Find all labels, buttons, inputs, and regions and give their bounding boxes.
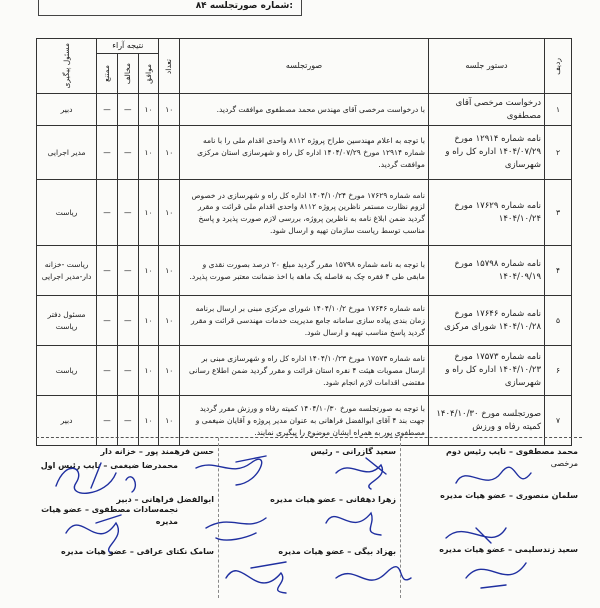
- signer-name: سعید زندسلیمی: [514, 545, 578, 554]
- handwritten-signatures: [36, 438, 582, 598]
- signature-block: سلمان منصوری – عضو هیات مدیره: [440, 491, 578, 500]
- col-count: تعداد: [159, 39, 180, 94]
- abstain-cell: —: [97, 346, 118, 396]
- responsible-cell: ریاست: [37, 346, 97, 396]
- responsible-cell: ریاست -خزانه دار-مدیر اجرایی: [37, 246, 97, 296]
- minutes-cell: با درخواست مرخصی آقای مهندس محمد مصطفوی موافقت گردید.: [180, 94, 429, 126]
- signer-name: سامک نکتای عراقی: [136, 547, 214, 556]
- minutes-cell: با توجه به نامه شماره ۱۵۷۹۸ مقرر گردید مبلغ ۲۰ درصد بصورت نقدی و مابقی طی ۴ فقره چک به فاصله یک ماهه با اخذ ضمانت معتبر صورت پذیرد.: [180, 246, 429, 296]
- count-cell: ۱۰: [159, 396, 180, 446]
- abstain-cell: —: [97, 246, 118, 296]
- signer-role: عضو هیات مدیره: [60, 547, 128, 556]
- signature-block: ابوالفضل فراهانی – دبیر: [116, 495, 214, 504]
- signer-name: حسن فرهمند پور: [145, 447, 214, 456]
- signature-block: سامک نکتای عراقی – عضو هیات مدیره: [60, 547, 214, 556]
- signer-role: عضو هیات مدیره: [278, 547, 345, 556]
- abstain-cell: —: [97, 396, 118, 446]
- signature-scribble: [456, 467, 531, 483]
- signature-block: زهرا دهقانی – عضو هیات مدیره: [270, 495, 396, 504]
- table-row: [37, 180, 572, 246]
- oppose-cell: —: [117, 296, 138, 346]
- agree-cell: ۱۰: [138, 180, 159, 246]
- signature-scribble: [56, 463, 135, 493]
- signature-block: محمدرضا ضیغمی – نایب رئیس اول: [40, 461, 178, 470]
- signer-role: عضو هیات مدیره: [41, 505, 178, 526]
- minutes-cell: نامه شماره ۱۷۵۷۳ مورخ ۱۴۰۴/۱۰/۲۳ اداره کل راه و شهرسازی مبنی بر ارسال مصوبات هیئت ۴ نفره استان قرائت و مقرر گردید ضمن اطلاع رسانی مقتضی اقدامات لازم انجام شود.: [180, 346, 429, 396]
- signer-name: زهرا دهقانی: [345, 495, 396, 504]
- table-row: [37, 346, 572, 396]
- col-oppose: مخالف: [117, 54, 138, 94]
- count-cell: ۱۰: [159, 180, 180, 246]
- oppose-cell: —: [117, 396, 138, 446]
- count-cell: ۱۰: [159, 94, 180, 126]
- col-minutes: صورتجلسه: [180, 39, 429, 94]
- agree-cell: ۱۰: [138, 296, 159, 346]
- oppose-cell: —: [117, 126, 138, 180]
- agenda-cell: نامه شماره ۱۷۵۷۳ مورخ ۱۴۰۴/۱۰/۲۳ اداره کل راه و شهرسازی: [428, 346, 544, 396]
- responsible-cell: ریاست: [37, 180, 97, 246]
- signer-role: نایب رئیس دوم: [446, 447, 507, 456]
- signer-role: عضو هیات مدیره: [270, 495, 337, 504]
- abstain-cell: —: [97, 180, 118, 246]
- signer-name: محمدرضا ضیغمی: [110, 461, 178, 470]
- signer-note: مرخصی: [550, 459, 578, 468]
- agenda-cell: درخواست مرخصی آقای مصطفوی: [428, 94, 544, 126]
- signature-scribble: [336, 567, 411, 580]
- signature-scribble: [206, 518, 266, 540]
- signature-block: محمد مصطفوی – نایب رئیس دوم مرخصی: [446, 447, 578, 468]
- signature-scribble: [336, 458, 386, 489]
- signer-role: خزانه دار: [100, 447, 137, 456]
- agenda-cell: نامه شماره ۱۵۷۹۸ مورخ ۱۴۰۴/۰۹/۱۹: [428, 246, 544, 296]
- signature-scribble: [326, 513, 381, 535]
- count-cell: ۱۰: [159, 296, 180, 346]
- table-row: [37, 94, 572, 126]
- row-number: ۷: [545, 396, 572, 446]
- col-agree: موافق: [138, 54, 159, 94]
- abstain-cell: —: [97, 296, 118, 346]
- minutes-table: [36, 38, 572, 446]
- col-row: ردیف: [545, 39, 572, 94]
- oppose-cell: —: [117, 246, 138, 296]
- signatures-area: [36, 437, 582, 608]
- signature-scribble: [196, 456, 266, 485]
- row-number: ۲: [545, 126, 572, 180]
- signer-role: نایب رئیس اول: [40, 461, 101, 470]
- col-vote-group: نتیجه آراء: [97, 39, 159, 54]
- responsible-cell: مسئول دفتر ریاست: [37, 296, 97, 346]
- table-row: [37, 296, 572, 346]
- count-cell: ۱۰: [159, 126, 180, 180]
- oppose-cell: —: [117, 180, 138, 246]
- agree-cell: ۱۰: [138, 126, 159, 180]
- signer-role: رئیس: [310, 447, 333, 456]
- row-number: ۴: [545, 246, 572, 296]
- agree-cell: ۱۰: [138, 246, 159, 296]
- table-row: [37, 246, 572, 296]
- row-number: ۱: [545, 94, 572, 126]
- agenda-cell: نامه شماره ۱۲۹۱۴ مورخ ۱۴۰۴/۰۷/۲۹ اداره کل راه و شهرسازی: [428, 126, 544, 180]
- minutes-cell: نامه شماره ۱۷۶۲۹ مورخ ۱۴۰۴/۱۰/۲۴ اداره کل راه و شهرسازی در خصوص لزوم نظارت مستمر ناظرین پروژه ۸۱۱۲ واحدی اقدام ملی قرائت و مقرر گردید ضمن ابلاغ نامه به ناظرین پروژه، بررسی لازم صورت پذیرد و پاسخ مناسب توسط ریاست سازمان تهیه و ارسال شود.: [180, 180, 429, 246]
- signature-scribble: [466, 563, 526, 588]
- agree-cell: ۱۰: [138, 396, 159, 446]
- signature-block: سعید زندسلیمی – عضو هیات مدیره: [439, 545, 578, 554]
- row-number: ۶: [545, 346, 572, 396]
- signature-scribble: [446, 528, 506, 543]
- signer-role: عضو هیات مدیره: [439, 545, 506, 554]
- agenda-cell: نامه شماره ۱۷۶۴۶ مورخ ۱۴۰۴/۱۰/۲۸ شورای مرکزی: [428, 296, 544, 346]
- signer-name: نجمه‌سادات مصطفوی: [91, 505, 178, 514]
- signature-block: سعید گازرانی – رئیس: [310, 447, 396, 456]
- row-number: ۳: [545, 180, 572, 246]
- oppose-cell: —: [117, 94, 138, 126]
- responsible-cell: دبیر: [37, 396, 97, 446]
- abstain-cell: —: [97, 126, 118, 180]
- responsible-cell: دبیر: [37, 94, 97, 126]
- signer-name: سلمان منصوری: [515, 491, 578, 500]
- col-abstain: ممتنع: [97, 54, 118, 94]
- agree-cell: ۱۰: [138, 94, 159, 126]
- signature-scribble: [66, 515, 121, 553]
- agenda-cell: نامه شماره ۱۷۶۲۹ مورخ ۱۴۰۴/۱۰/۲۴: [428, 180, 544, 246]
- col-responsible: مسئول پیگیری: [37, 39, 97, 94]
- count-cell: ۱۰: [159, 346, 180, 396]
- oppose-cell: —: [117, 346, 138, 396]
- signer-role: عضو هیات مدیره: [440, 491, 507, 500]
- minutes-cell: نامه شماره ۱۷۶۴۶ مورخ ۱۴۰۴/۱۰/۲ شورای مرکزی مبنی بر ارسال برنامه زمان بندی پیاده سازی سامانه جامع مدیریت خدمات مهندسی قرائت و مقرر گردید پاسخ مناسب تهیه و ارسال شود.: [180, 296, 429, 346]
- signer-name: محمد مصطفوی: [515, 447, 578, 456]
- signer-name: سعید گازرانی: [342, 447, 396, 456]
- minutes-cell: با توجه به اعلام مهندسین طراح پروژه ۸۱۱۲ واحدی اقدام ملی را با نامه شماره ۱۲۹۱۴ مورخ ۱۴۰۴/۰۷/۲۹ اداره کل راه و شهرسازی استان مرکزی موافقت گردید.: [180, 126, 429, 180]
- abstain-cell: —: [97, 94, 118, 126]
- meeting-number-box: [38, 0, 302, 16]
- signer-name: ابوالفضل فراهانی: [141, 495, 214, 504]
- signature-block: نجمه‌سادات مصطفوی – عضو هیات مدیره: [41, 505, 178, 526]
- signature-scribble: [226, 562, 286, 593]
- table-row: [37, 126, 572, 180]
- count-cell: ۱۰: [159, 246, 180, 296]
- minutes-cell: با توجه به صورتجلسه مورخ ۱۴۰۴/۱۰/۳۰ کمیته رفاه و ورزش مقرر گردید جهت بند ۴ آقای ابوالفضل فراهانی به عنوان مدیر پروژه و آقایان ضیغمی و مصطفوی پور به همراه ایشان موضوع را پیگیری نمایند.: [180, 396, 429, 446]
- signer-role: دبیر: [116, 495, 132, 504]
- row-number: ۵: [545, 296, 572, 346]
- agenda-cell: صورتجلسه مورخ ۱۴۰۴/۱۰/۳۰ کمیته رفاه و ورزش: [428, 396, 544, 446]
- col-agenda: دستور جلسه: [428, 39, 544, 94]
- signature-block: بهزاد بیگی – عضو هیات مدیره: [278, 547, 396, 556]
- responsible-cell: مدیر اجرایی: [37, 126, 97, 180]
- agree-cell: ۱۰: [138, 346, 159, 396]
- meeting-number-label: شماره صورتجلسه ۸۴:: [195, 1, 293, 11]
- signature-block: حسن فرهمند پور – خزانه دار: [100, 447, 214, 456]
- signer-name: بهزاد بیگی: [354, 547, 396, 556]
